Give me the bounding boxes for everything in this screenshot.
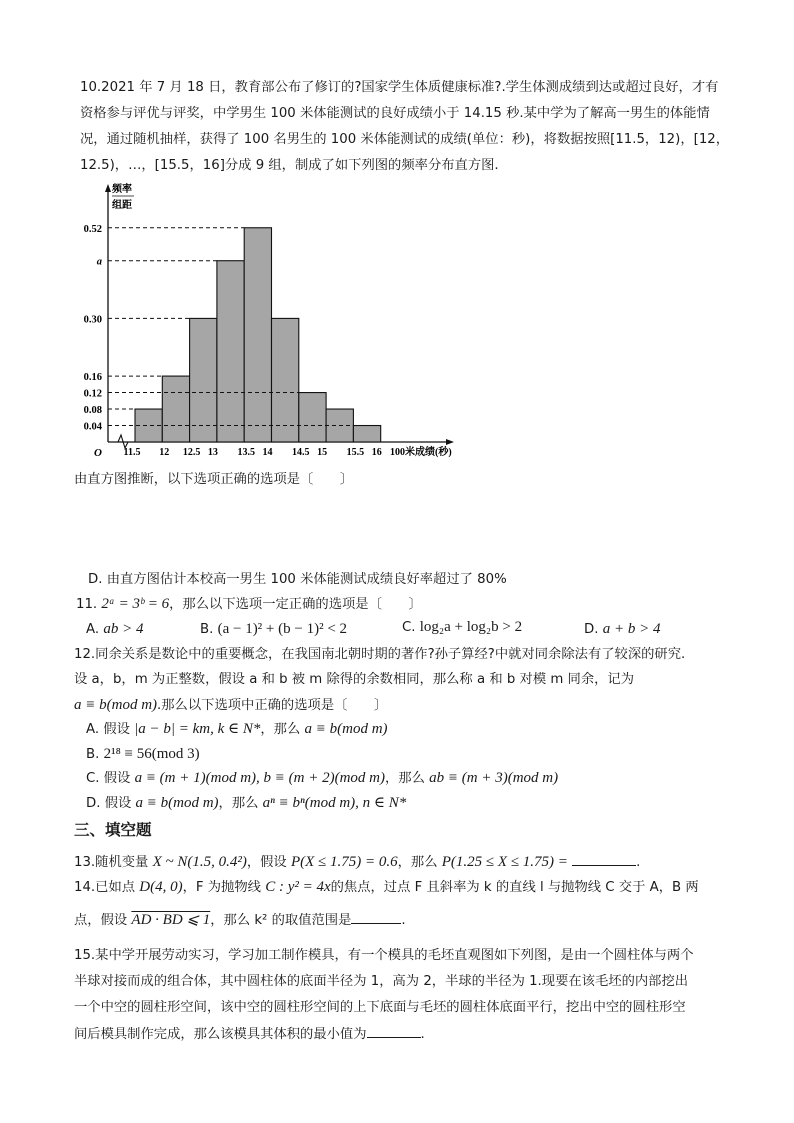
q11-stem-text: ，那么以下选项一定正确的选项是〔 〕 [169,597,422,612]
q12-line-1: 12.同余关系是数论中的重要概念，在我国南北朝时期的著作?孙子算经?中就对同余除法有了较深的研究. [74,647,686,662]
q12-line-3: a ≡ b(mod m).那么以下选项中正确的选项是〔 〕 [74,697,388,713]
q12-option-b: B. 2¹⁸ ≡ 56(mod 3) [86,746,200,762]
histogram-bar-4 [217,261,244,442]
y-tick-label: 0.16 [83,372,102,384]
q13-answer-blank[interactable] [572,851,636,866]
frequency-histogram [78,178,478,463]
q15-line-4: 间后模具制作完成，那么该模具其体积的最小值为 . [74,1023,425,1045]
histogram-bar-6 [272,318,299,442]
q15-line-3: 一个中空的圆柱形空间，该中空的圆柱形空间的上下底面与毛坯的圆柱体底面平行，挖出中空的圆柱形空 [74,1000,686,1015]
histogram-bar-3 [190,318,217,442]
q14-vector-expr: AD · BD ⩽ 1 [131,912,211,928]
x-tick-label: 13 [207,447,218,458]
y-tick-label: a [96,256,102,268]
q10-line-3: 况，通过随机抽样，获得了 100 名男生的 100 米体能测试的成绩(单位：秒)，将数据按照[11.5，12)，[12， [80,132,730,147]
x-tick-label: 11.5 [123,447,141,458]
y-tick-label: 0.04 [83,421,102,433]
q14-line-1: 14.已如点 D(4, 0)，F 为抛物线 C : y² = 4x的焦点，过点 F 且斜率为 k 的直线 l 与抛物线 C 交于 A，B 两 [74,879,699,895]
q10-option-d: D. 由直方图估计本校高一男生 100 米体能测试成绩良好率超过了 80% [88,572,507,587]
q12-line-2: 设 a，b，m 为正整数，假设 a 和 b 被 m 除得的余数相同，那么称 a 和 b 对模 m 同余，记为 [74,672,635,687]
histogram-bar-2 [162,376,189,442]
q14-answer-blank[interactable] [351,909,401,924]
q10-line-1: 10.2021 年 7 月 18 日，教育部公布了修订的?国家学生体质健康标准?.学生体测成绩到达或超过良好，才有 [80,80,719,95]
y-tick-label: 0.12 [83,388,102,400]
histogram-bar-5 [244,228,271,442]
y-axis-arrow [105,184,111,192]
y-label-bottom: 组距 [112,200,132,211]
q11-stem-math: 2ᵃ = 3ᵇ = 6 [101,596,170,612]
x-tick-label: 14.5 [292,447,310,458]
q15-line-2: 半球对接而成的组合体，其中圆柱体的底面半径为 1，高为 2，半球的半径为 1.现要在该毛坯的内部挖出 [74,974,689,989]
x-tick-label: 14 [262,447,273,458]
x-tick-label: 13.5 [237,447,255,458]
q11-option-d: D. a + b > 4 [584,621,661,637]
q11-option-b: B. (a − 1)² + (b − 1)² < 2 [200,621,348,637]
y-tick-label: 0.52 [83,223,102,235]
x-tick-label: 12.5 [182,447,201,458]
y-tick-label: 0.08 [83,405,102,417]
q15-answer-blank[interactable] [367,1023,421,1038]
q12-option-a: A. 假设 |a − b| = km, k ∈ N*，那么 a ≡ b(mod m) [86,721,388,737]
q14-line-2: 点，假设 AD · BD ⩽ 1，那么 k² 的取值范围是 . [74,909,406,931]
q13-line: 13.随机变量 X ~ N(1.5, 0.4²)，假设 P(X ≤ 1.75) = 0.6，那么 P(1.25 ≤ X ≤ 1.75) = . [74,851,640,873]
q12-option-d: D. 假设 a ≡ b(mod m)，那么 aⁿ ≡ bⁿ(mod m), n ∈ N* [86,795,407,811]
q11-stem [76,594,422,615]
q10-line-4: 12.5)，…，[15.5，16]分成 9 组，制成了如下列图的频率分布直方图. [80,158,499,173]
q15-line-1: 15.某中学开展劳动实习，学习加工制作模具，有一个模具的毛坯直观图如下列图，是由一个圆柱体与两个 [74,948,694,963]
x-tick-label: 15 [317,447,328,458]
x-tick-label: 16 [371,447,382,458]
section-title: 三、填空题 [74,821,152,839]
y-label-top: 频率 [112,184,132,195]
histogram-bar-9 [353,426,380,442]
q11-option-c: C. log₂a + log₂b > 2 [402,619,523,635]
q11-option-a: A. ab > 4 [86,621,144,637]
x-axis-label: 100米成绩(秒) [390,447,452,458]
q11-number: 11. [76,597,102,612]
histogram-bar-7 [299,393,326,442]
x-axis-arrow [446,439,454,445]
y-tick-label: 0.30 [83,314,102,326]
q10-line-2: 资格参与评优与评奖，中学男生 100 米体能测试的良好成绩小于 14.15 秒.某中学为了解高一男生的体能情 [80,106,710,121]
x-tick-label: 12 [159,447,170,458]
q12-option-c: C. 假设 a ≡ (m + 1)(mod m), b ≡ (m + 2)(mod m)，那么 ab ≡ (m + 3)(mod m) [86,770,559,786]
x-tick-label: 15.5 [346,447,365,458]
q10-prompt: 由直方图推断，以下选项正确的选项是〔 〕 [74,472,354,487]
origin-label: O [94,447,102,459]
